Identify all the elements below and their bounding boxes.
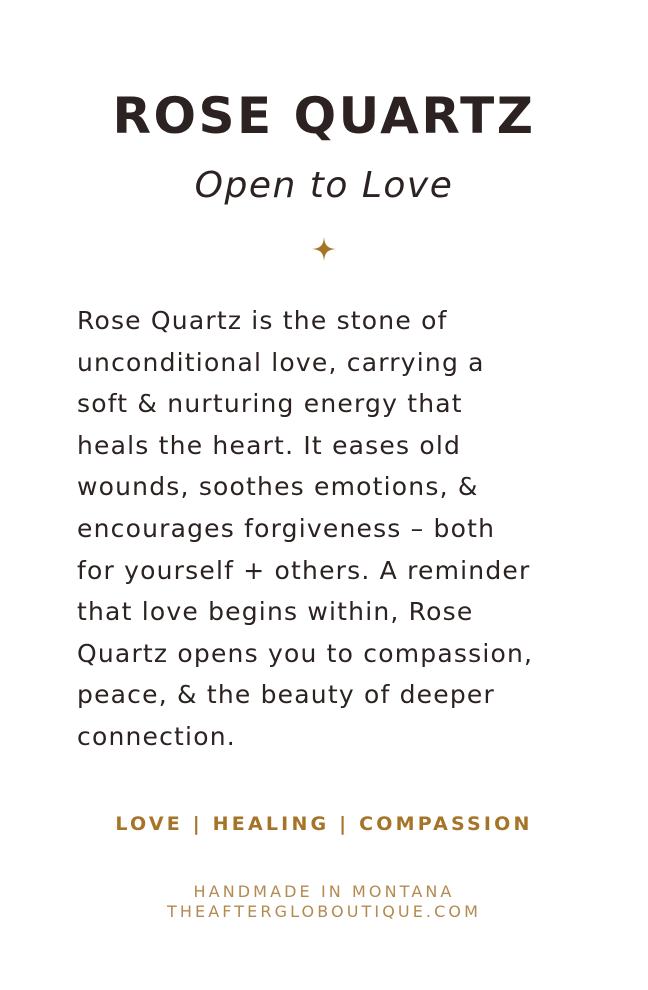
description-line: connection. [77, 721, 236, 751]
footer-origin: HANDMADE IN MONTANA [193, 882, 455, 901]
description-line: soft & nurturing energy that [77, 389, 463, 419]
card-subtitle: Open to Love [194, 165, 454, 206]
footer-website: THEAFTERGLOBOUTIQUE.COM [167, 902, 481, 921]
description-line: that love begins within, Rose [77, 597, 474, 627]
sparkle-icon [311, 236, 337, 262]
description-line: Rose Quartz is the stone of [77, 306, 448, 335]
description-line: wounds, soothes emotions, & [77, 472, 479, 502]
description-line: encourages forgiveness – both [77, 513, 496, 543]
card-title: ROSE QUARTZ [112, 87, 536, 145]
description-paragraph [77, 300, 597, 758]
description-line: heals the heart. It eases old [77, 430, 462, 460]
description-line: peace, & the beauty of deeper [77, 680, 495, 710]
description-line: Quartz opens you to compassion, [77, 638, 534, 668]
footer [0, 882, 648, 922]
description-line: unconditional love, carrying a [77, 347, 485, 377]
description-line: for yourself + others. A reminder [77, 555, 531, 585]
keywords-line: LOVE | HEALING | COMPASSION [115, 813, 533, 835]
